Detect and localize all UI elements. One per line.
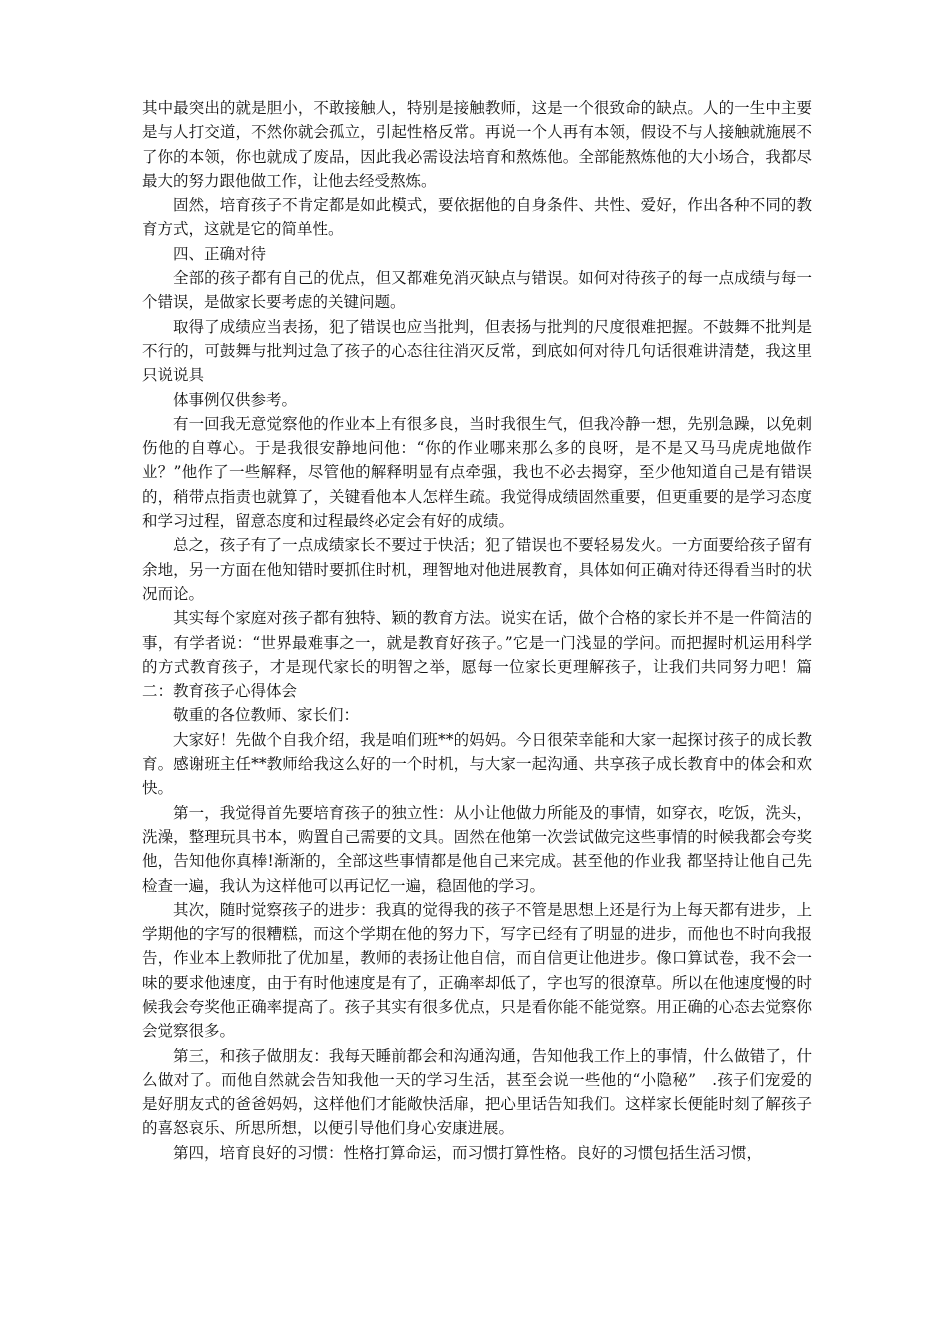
document-page xyxy=(142,96,812,1165)
paragraph-8: 其实每个家庭对孩子都有独特、颖的教育方法。说实在话，做个合格的家长并不是一件简洁的事，有学者说：“世界最难事之一，就是教育好孩子。”它是一门浅显的学问。而把握时机运用科学的方式教育孩子，才是现代家长的明智之举，愿每一位家长更理解孩子，让我们共同努力吧！篇二：教育孩子心得体会 xyxy=(142,609,812,701)
paragraph-13: 第四，培育良好的习惯：性格打算命运，而习惯打算性格。良好的习惯包括生活习惯， xyxy=(173,1143,763,1162)
paragraph-5: 体事例仅供参考。 xyxy=(173,390,298,409)
paragraph-12: 第三，和孩子做朋友：我每天睡前都会和沟通沟通，告知他我工作上的事情，什么做错了，什么做对了。而他自然就会告知我他一天的学习生活，甚至会说一些他的“小隐秘” .孩子们宠爱的是好朋友式的爸爸妈妈，这样他们才能敞快活扉，把心里话告知我们。这样家长便能时刻了解孩子的喜怒哀乐、所思所想，以便引导他们身心安康进展。 xyxy=(142,1046,812,1138)
paragraph-10: 第一，我觉得首先要培育孩子的独立性：从小让他做力所能及的事情，如穿衣，吃饭，洗头，洗澡，整理玩具书本，购置自己需要的文具。固然在他第一次尝试做完这些事情的时候我都会夸奖他，告知他你真棒!渐渐的，全部这些事情都是他自己来完成。甚至他的作业我 都坚持让他自己先检查一遍，我认为这样他可以再记忆一遍，稳固他的学习。 xyxy=(142,803,812,895)
paragraph-3: 全部的孩子都有自己的优点，但又都难免消灭缺点与错误。如何对待孩子的每一点成绩与每一个错误，是做家长要考虑的关键问题。 xyxy=(142,269,812,312)
paragraph-11: 其次，随时觉察孩子的进步：我真的觉得我的孩子不管是思想上还是行为上每天都有进步，上学期他的字写的很糟糕，而这个学期在他的努力下，写字已经有了明显的进步，而他也不时向我报告，作业本上教师批了优加星，教师的表扬让他自信，而自信更让他进步。像口算试卷，我不会一味的要求他速度，由于有时他速度是有了，正确率却低了，字也写的很潦草。所以在他速度慢的时候我会夸奖他正确率提高了。孩子其实有很多优点，只是看你能不能觉察。用正确的心态去觉察你会觉察很多。 xyxy=(142,900,812,1041)
paragraph-2: 固然，培育孩子不肯定都是如此模式，要依据他的自身条件、共性、爱好，作出各种不同的教育方式，这就是它的简单性。 xyxy=(142,196,812,239)
paragraph-4: 取得了成绩应当表扬，犯了错误也应当批判，但表扬与批判的尺度很难把握。不鼓舞不批判是不行的，可鼓舞与批判过急了孩子的心态往往消灭反常，到底如何对待几句话很难讲清楚，我这里只说说具 xyxy=(142,317,812,385)
paragraph-6: 有一回我无意觉察他的作业本上有很多良，当时我很生气，但我冷静一想，先别急躁，以免刺伤他的自尊心。于是我很安静地问他：“你的作业哪来那么多的良呀，是不是又马马虎虎地做作业？”他作了一些解释，尽管他的解释明显有点牵强，我也不必去揭穿，至少他知道自己是有错误的，稍带点指责也就算了，关键看他本人怎样生疏。我觉得成绩固然重要，但更重要的是学习态度和学习过程，留意态度和过程最终必定会有好的成绩。 xyxy=(142,414,812,531)
salutation: 敬重的各位教师、家长们： xyxy=(173,706,360,725)
paragraph-9: 大家好！先做个自我介绍，我是咱们班**的妈妈。今日很荣幸能和大家一起探讨孩子的成长教育。感谢班主任**教师给我这么好的一个时机，与大家一起沟通、共享孩子成长教育中的体会和欢快。 xyxy=(142,730,812,798)
section-heading: 四、正确对待 xyxy=(173,244,267,263)
paragraph-1: 其中最突出的就是胆小，不敢接触人，特别是接触教师，这是一个很致命的缺点。人的一生中主要是与人打交道，不然你就会孤立，引起性格反常。再说一个人再有本领，假设不与人接触就施展不了你的本领，你也就成了废品，因此我必需设法培育和熬炼他。全部能熬炼他的大小场合，我都尽最大的努力跟他做工作，让他去经受熬炼。 xyxy=(142,99,812,190)
paragraph-7: 总之，孩子有了一点成绩家长不要过于快活；犯了错误也不要轻易发火。一方面要给孩子留有余地，另一方面在他知错时要抓住时机，理智地对他进展教育，具体如何正确对待还得看当时的状况而论。 xyxy=(142,536,812,603)
